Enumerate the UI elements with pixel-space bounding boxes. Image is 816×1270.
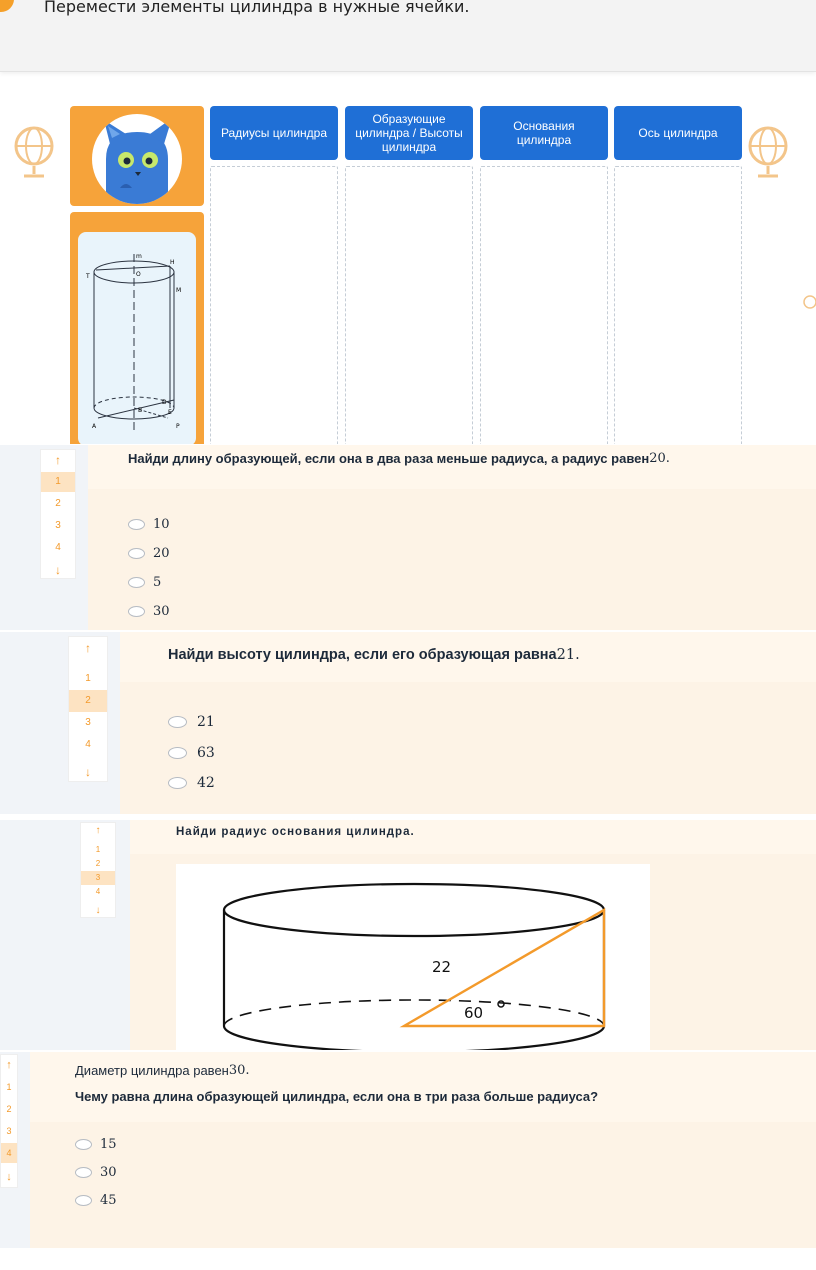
answer-option[interactable]: 42 <box>168 775 215 791</box>
question-nav <box>68 636 108 782</box>
radio-button[interactable] <box>75 1167 92 1178</box>
answer-option[interactable]: 5 <box>128 575 161 590</box>
radio-button[interactable] <box>75 1139 92 1150</box>
nav-up-arrow[interactable]: ↑ <box>95 825 101 836</box>
nav-down-arrow[interactable]: ↓ <box>85 765 91 779</box>
task-title: Перемести элементы цилиндра в нужные ячейки. <box>44 0 470 16</box>
nav-item-3[interactable]: 3 <box>55 520 61 531</box>
degree-mark <box>498 1001 504 1007</box>
radio-button[interactable] <box>128 548 145 559</box>
nav-up-arrow[interactable]: ↑ <box>6 1059 12 1071</box>
radio-button[interactable] <box>128 606 145 617</box>
nav-down-arrow[interactable]: ↓ <box>55 563 61 577</box>
answer-option[interactable]: 45 <box>75 1193 117 1208</box>
nav-item-1[interactable]: 1 <box>95 845 101 854</box>
question-block-1 <box>0 445 816 630</box>
nav-item-4[interactable]: 4 <box>55 542 61 553</box>
nav-down-arrow[interactable]: ↓ <box>95 905 101 916</box>
hypotenuse-label: 22 <box>432 958 452 976</box>
question-text: Найди высоту цилиндра, если его образующая равна 21. <box>168 647 580 663</box>
question-intro: Диаметр цилиндра равен 30. <box>75 1063 250 1078</box>
cat-mascot <box>92 114 182 204</box>
radio-button[interactable] <box>75 1195 92 1206</box>
answer-option[interactable]: 30 <box>128 604 170 619</box>
fig-label: E <box>168 409 172 416</box>
nav-item-2[interactable]: 2 <box>95 859 101 868</box>
fig-label: A <box>92 423 97 430</box>
nav-item-2[interactable]: 2 <box>55 498 61 509</box>
question-card-3 <box>130 820 816 1050</box>
task-icon <box>0 0 14 12</box>
drop-zone-bases[interactable] <box>480 166 608 444</box>
column-header-radii: Радиусы цилиндра <box>210 106 338 160</box>
globe-icon <box>742 122 794 182</box>
nav-item-1[interactable]: 1 <box>6 1082 12 1092</box>
nav-item-2[interactable]: 2 <box>69 690 107 712</box>
question-nav <box>0 1054 18 1188</box>
answer-option[interactable]: 21 <box>168 714 215 730</box>
column-header-axis: Ось цилиндра <box>614 106 742 160</box>
answer-option[interactable]: 15 <box>75 1137 117 1152</box>
fig-label: T <box>86 273 90 280</box>
radio-button[interactable] <box>168 747 187 759</box>
figure-card <box>70 212 204 444</box>
nav-item-2[interactable]: 2 <box>6 1104 12 1114</box>
question-card-4 <box>30 1052 816 1248</box>
nav-item-4[interactable]: 4 <box>95 887 101 896</box>
question-text: Чему равна длина образующей цилиндра, если она в три раза больше радиуса? <box>75 1089 599 1104</box>
nav-up-arrow[interactable]: ↑ <box>85 641 91 655</box>
fig-label: D <box>162 399 167 406</box>
fig-label: P <box>176 423 180 430</box>
column-header-generatrices: Образующие цилиндра / Высоты цилиндра <box>345 106 473 160</box>
fig-label: H <box>170 259 175 266</box>
cylinder-figure <box>78 232 196 444</box>
angle-label: 60 <box>464 1004 484 1022</box>
question-block-4 <box>0 1052 816 1248</box>
question-card-2 <box>120 632 816 814</box>
nav-item-1[interactable]: 1 <box>85 673 91 684</box>
question-block-2 <box>0 632 816 814</box>
radio-button[interactable] <box>168 777 187 789</box>
answer-option[interactable]: 10 <box>128 517 170 532</box>
column-header-bases: Основания цилиндра <box>480 106 608 160</box>
question-card-1 <box>88 445 816 630</box>
answer-option[interactable]: 63 <box>168 745 215 761</box>
nav-item-3[interactable]: 3 <box>6 1126 12 1136</box>
nav-item-4[interactable]: 4 <box>1 1143 17 1163</box>
answer-option[interactable]: 30 <box>75 1165 117 1180</box>
question-text: Найди радиус основания цилиндра. <box>176 826 415 838</box>
nav-item-3[interactable]: 3 <box>85 717 91 728</box>
nav-up-arrow[interactable]: ↑ <box>55 453 61 467</box>
fig-label: m <box>136 253 142 260</box>
drop-zone-radii[interactable] <box>210 166 338 444</box>
drop-zone-generatrices[interactable] <box>345 166 473 444</box>
answer-option[interactable]: 20 <box>128 546 170 561</box>
nav-down-arrow[interactable]: ↓ <box>6 1171 12 1183</box>
question-nav <box>40 449 76 579</box>
decor-circle <box>800 292 816 312</box>
question-nav <box>80 822 116 918</box>
cylinder-diagram <box>176 864 650 1050</box>
drop-zone-axis[interactable] <box>614 166 742 444</box>
fig-label: B <box>138 407 143 414</box>
nav-item-1[interactable]: 1 <box>41 472 75 492</box>
nav-item-3[interactable]: 3 <box>81 871 115 885</box>
mascot-card <box>70 106 204 206</box>
fig-label: M <box>176 287 182 294</box>
radio-button[interactable] <box>168 716 187 728</box>
question-block-3 <box>0 820 816 1050</box>
radio-button[interactable] <box>128 577 145 588</box>
drag-drop-area <box>0 92 816 444</box>
radio-button[interactable] <box>128 519 145 530</box>
nav-item-4[interactable]: 4 <box>85 739 91 750</box>
fig-label: O <box>136 271 141 278</box>
globe-icon <box>8 122 60 182</box>
task-header <box>0 0 816 72</box>
question-text: Найди длину образующей, если она в два раза меньше радиуса, а радиус равен 20. <box>128 451 670 466</box>
